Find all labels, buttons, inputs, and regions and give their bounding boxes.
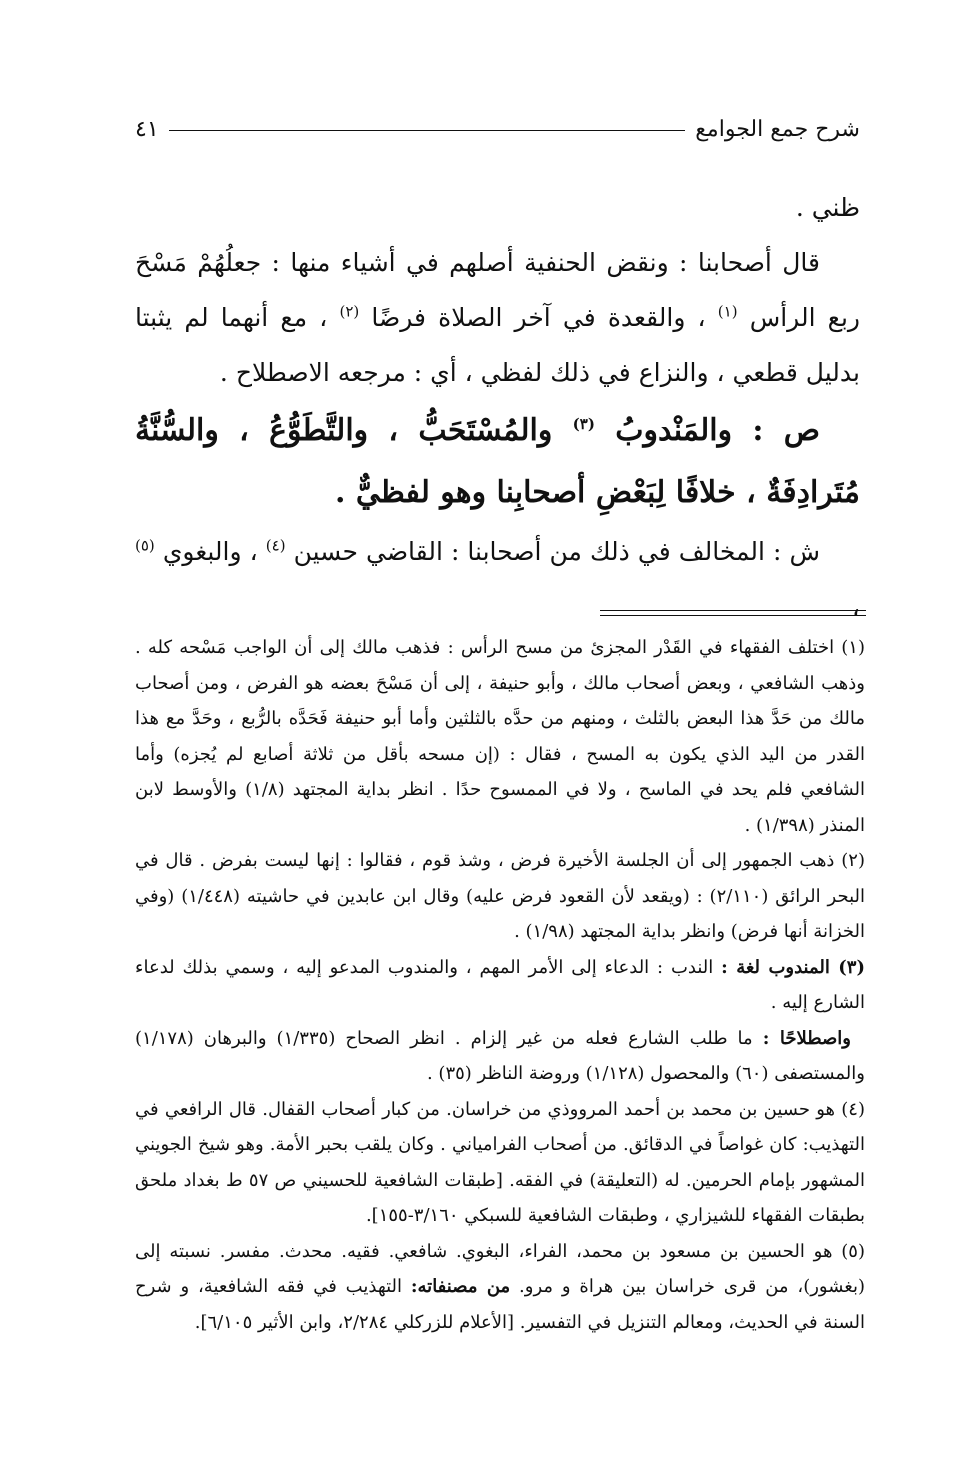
footnote-3b-label: واصطلاحًا : <box>762 1027 851 1049</box>
footnote-3-continued <box>135 1021 865 1092</box>
page-number: ٤١ <box>135 116 159 142</box>
matn-part-2: والمُسْتَحَبُّ ، والتَّطَوُّعُ ، والسُّنَّةُ مُتَرادِفَةٌ ، خلافًا لِبَعْضِ أصحابِنا وهو لفظيٌّ . <box>135 413 860 510</box>
running-title: شرح جمع الجوامع <box>695 116 860 142</box>
sharh-part-3: ، <box>851 592 860 621</box>
footnote-3-label: (٣) المندوب لغة : <box>721 956 865 978</box>
footnote-5-label: من مصنفاته: <box>410 1276 511 1297</box>
footnote-3 <box>135 950 865 1021</box>
footnote-separator <box>600 610 866 616</box>
page-header <box>135 112 860 146</box>
footnote-ref-1: (١) <box>717 302 738 321</box>
paragraph-1: ظني . <box>795 193 860 222</box>
paragraph-2-part-1: قال أصحابنا : ونقض الحنفية أصلهم في أشياء منها : جعلُهُمْ مَسْحَ ربع الرأس <box>135 248 861 332</box>
sharh-part-2: ، والبغوي <box>162 537 258 566</box>
footnote-5-part-1: (٥) هو الحسين بن مسعود بن محمد، الفراء، البغوي. شافعي. فقيه. محدث. مفسر. نسبته إلى (بغشور)، من قرى خراسان بين هراة و مرو. <box>135 1240 865 1297</box>
footnote-3b-text: ما طلب الشارع فعله من غير إلزام . انظر الصحاح (١/٣٣٥) والبرهان (١/١٧٨) والمستصفى (٦٠) والمحصول (١/١٢٨) وروضة الناظر (٣٥) . <box>135 1027 865 1084</box>
footnote-ref-4: (٤) <box>265 536 286 555</box>
paragraph-2-part-2: ، والقعدة في آخر الصلاة فرضًا <box>371 303 706 332</box>
footnotes <box>135 630 865 1340</box>
footnote-ref-2: (٢) <box>339 302 360 321</box>
footnote-ref-5: (٥) <box>135 536 155 555</box>
footnote-3-text: الندب : الدعاء إلى الأمر المهم ، والمندوب المدعو إليه ، وسمي بذلك لدعاء الشارع إليه . <box>135 956 865 1013</box>
footnote-5-part-2: التهذيب في فقه الشافعية، و شرح السنة في الحديث، ومعالم التنزيل في التفسير. [الأعلام للزركلي ٢/٢٨٤، وابن الأثير ٦/١٠٥]. <box>135 1276 865 1333</box>
footnote-1: (١) اختلف الفقهاء في القَدْر المجزئ من مسح الرأس : فذهب مالك إلى أن الواجب مَسْحه كله . وذهب الشافعي ، وبعض أصحاب مالك ، وأبو حنيفة ، إلى أن مَسْحَ بعضه هو الفرض ، ومن أصحاب مالك من حَدَّ هذا البعض بالثلث ، ومنهم من حدَّه بالثلثين وأما أبو حنيفة فَحَدَّه بالرُّبع ، وحَدَّ مع هذا القدر من اليد الذي يكون به المسح ، فقال : (إن مسحه بأقل من ثلاثة أصابع لم يُجزه) وأما الشافعي فلم يحد في الماسح ، ولا في الممسوح حدًا . انظر بداية المجتهد (١/٨) والأوسط لابن المنذر (١/٣٩٨) . <box>135 637 865 836</box>
sharh-part-1: ش : المخالف في ذلك من أصحابنا : القاضي حسين <box>293 537 821 566</box>
header-rule <box>169 130 686 131</box>
footnote-5 <box>135 1234 865 1341</box>
footnote-ref-3: (٣) <box>572 415 595 433</box>
matn-paragraph <box>135 400 860 524</box>
matn-part-1: ص : والمَنْدوبُ <box>615 413 820 448</box>
footnote-2: (٢) ذهب الجمهور إلى أن الجلسة الأخيرة فرض ، وشذ قوم ، فقالوا : إنها ليست بفرض . قال في البحر الرائق (٢/١١٠) : (ويقعد لأن القعود فرض عليه) وقال ابن عابدين في حاشيته (١/٤٤٨) (وفي الخزانة أنها فرض) وانظر بداية المجتهد (١/٩٨) . <box>135 850 866 942</box>
paragraph-2-part-3: ، مع أنهما لم يثبتا بدليل قطعي ، والنزاع في ذلك لفظي ، أي : مرجعه الاصطلاح . <box>135 303 860 387</box>
footnote-4: (٤) هو حسين بن محمد بن أحمد المرووذي من خراسان. من كبار أصحاب القفال. قال الرافعي في التهذيب: كان غواصاً في الدقائق. من أصحاب الفرامياني . وكان يلقب بحبر الأمة. وهو شيخ الجويني المشهور بإمام الحرمين. له (التعليقة) في الفقه. [طبقات الشافعية للحسيني ص ٥٧ ط بغداد ملحق بطبقات الفقهاء للشيزاري ، وطبقات الشافعية للسبكي ٣/١٦٠-١٥٥]. <box>135 1098 865 1226</box>
paragraph-2 <box>135 235 860 400</box>
sharh-paragraph <box>135 524 860 634</box>
main-text <box>135 180 860 634</box>
